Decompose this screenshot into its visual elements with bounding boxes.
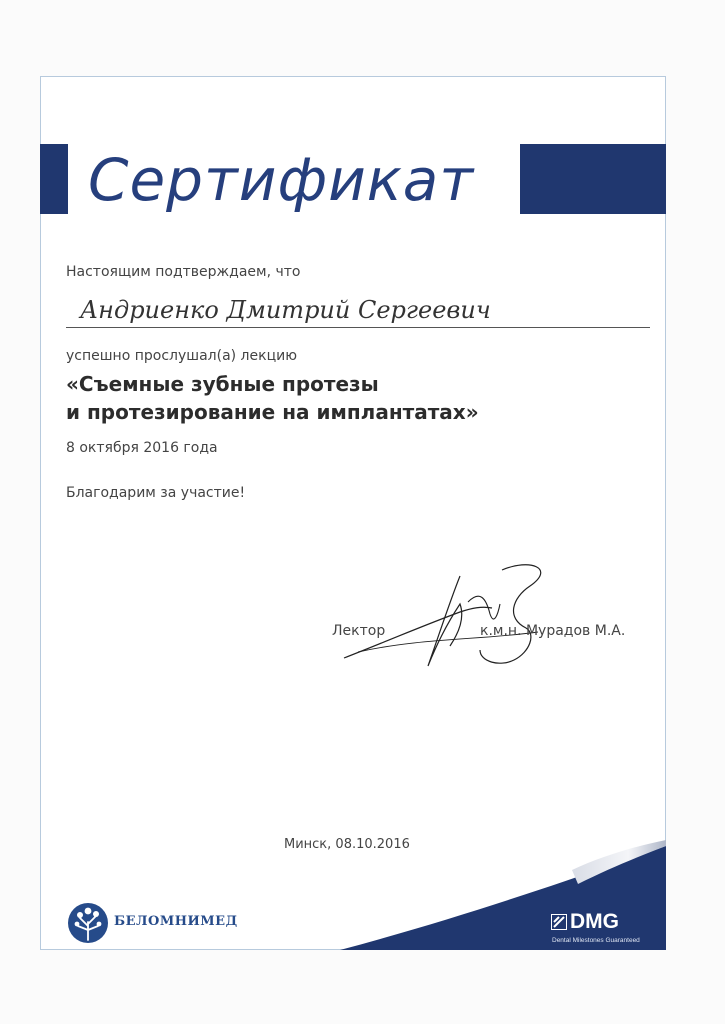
left-title-band	[40, 144, 68, 214]
lecture-title-line-2: и протезирование на имплантатах»	[66, 400, 479, 424]
certificate-title: Сертификат	[88, 146, 475, 214]
intro-text: Настоящим подтверждаем, что	[66, 264, 301, 280]
lector-signature	[330, 556, 560, 676]
dmg-logo-text: DMG	[570, 910, 619, 933]
lecture-title-line-1: «Съемные зубные протезы	[66, 372, 379, 396]
name-underline	[66, 327, 650, 328]
thanks-text: Благодарим за участие!	[66, 485, 246, 501]
city-date: Минск, 08.10.2016	[284, 837, 410, 852]
lector-name: к.м.н. Мурадов М.А.	[480, 623, 626, 639]
recipient-name: Андриенко Дмитрий Сергеевич	[80, 296, 491, 324]
dmg-tagline: Dental Milestones Guaranteed	[552, 937, 640, 944]
lecture-title	[66, 370, 479, 426]
right-title-band	[520, 144, 666, 214]
belomnimed-logo-text: БЕЛОМНИМЕД	[114, 914, 238, 929]
lector-label: Лектор	[332, 623, 386, 639]
completed-text: успешно прослушал(а) лекцию	[66, 348, 297, 364]
lecture-date: 8 октября 2016 года	[66, 440, 218, 456]
